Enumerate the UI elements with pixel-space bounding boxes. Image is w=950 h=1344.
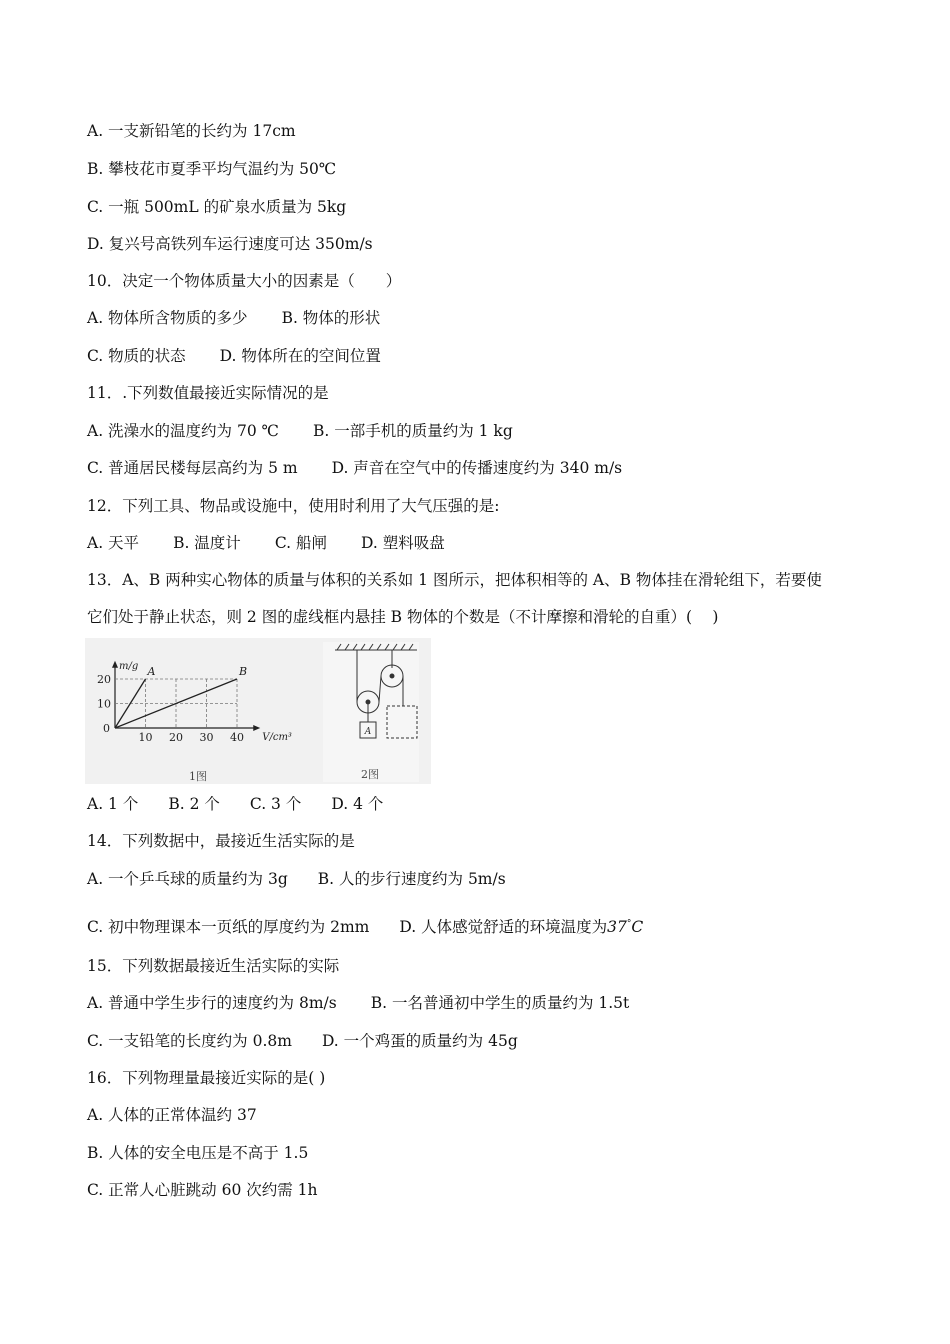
question-15-options-row2 (87, 1031, 518, 1051)
option-d: D. 4 个 (331, 795, 384, 813)
x-tick-label: 20 (169, 731, 183, 744)
figure-1-caption: 1图 (189, 770, 207, 783)
question-11: 11．.下列数值最接近实际情况的是 (87, 384, 329, 402)
origin-label: 0 (103, 722, 110, 735)
option-d: D. 塑料吸盘 (360, 534, 445, 552)
series-label-a: A (147, 665, 156, 678)
question-16-option-a: A. 人体的正常体温约 37 (87, 1106, 257, 1124)
option-b: B. 温度计 (173, 534, 241, 552)
option-c: C. 船闸 (274, 534, 327, 552)
question-12: 12．下列工具、物品或设施中，使用时利用了大气压强的是: (87, 497, 500, 515)
option-c: C. 一支铅笔的长度约为 0.8m (87, 1032, 292, 1050)
x-tick-label: 10 (138, 731, 153, 744)
question-10-options-row1 (87, 308, 380, 328)
option-a: A. 物体所含物质的多少 (87, 309, 248, 327)
option-a: A. 1 个 (87, 795, 139, 813)
question-16-option-b: B. 人体的安全电压是不高于 1.5 (87, 1144, 309, 1162)
option-line: D. 复兴号高铁列车运行速度可达 350m/s (87, 235, 373, 253)
y-tick-label: 20 (97, 673, 111, 686)
question-10-options-row2 (87, 346, 381, 366)
degree-sign: ° (626, 919, 632, 929)
option-c: C. 物质的状态 (87, 347, 186, 365)
question-13-line1: 13．A、B 两种实心物体的质量与体积的关系如 1 图所示，把体积相等的 A、B 物体挂在滑轮组下，若要使 (87, 571, 822, 589)
option-c: C. 初中物理课本一页纸的厚度约为 2mm (87, 918, 370, 937)
question-11-options-row1 (87, 421, 513, 441)
x-axis-arrow (253, 725, 260, 731)
option-b: B. 一部手机的质量约为 1 kg (312, 422, 513, 440)
option-a: A. 天平 (87, 534, 140, 552)
question-13-line2: 它们处于静止状态，则 2 图的虚线框内悬挂 B 物体的个数是（不计摩擦和滑轮的自重）( ) (87, 608, 719, 626)
option-b: B. 一名普通初中学生的质量约为 1.5t (370, 994, 630, 1012)
x-tick-label: 30 (199, 731, 214, 744)
mass-volume-figure (85, 638, 431, 784)
option-b: B. 2 个 (168, 795, 220, 813)
question-14: 14．下列数据中，最接近生活实际的是 (87, 832, 355, 850)
option-d: D. 一个鸡蛋的质量约为 45g (321, 1032, 518, 1050)
question-13-figure (85, 638, 431, 784)
option-c: C. 普通居民楼每层高约为 5 m (87, 459, 298, 477)
temperature-unit: C (631, 918, 644, 937)
figure-2-caption: 2图 (361, 768, 379, 781)
temperature-value: 37 (607, 918, 627, 937)
question-16-option-c: C. 正常人心脏跳动 60 次约需 1h (87, 1181, 318, 1199)
pulley-diagram (335, 644, 417, 738)
question-16: 16．下列物理量最接近实际的是( ) (87, 1069, 326, 1087)
question-10: 10．决定一个物体质量大小的因素是（ ） (87, 272, 402, 290)
y-axis-label: m/g (119, 660, 139, 672)
option-c: C. 3 个 (249, 795, 302, 813)
question-15: 15．下列数据最接近生活实际的实际 (87, 957, 340, 975)
option-b: B. 物体的形状 (281, 309, 381, 327)
question-12-options (87, 533, 445, 553)
option-a: A. 普通中学生步行的速度约为 8m/s (87, 994, 337, 1012)
rope-middle (379, 676, 381, 702)
y-axis-arrow (112, 661, 118, 668)
question-11-options-row2 (87, 458, 622, 478)
block-a-label: A (364, 727, 372, 737)
dashed-box (387, 706, 417, 738)
option-line: A. 一支新铅笔的长约为 17cm (87, 122, 296, 140)
option-b: B. 人的步行速度约为 5m/s (317, 870, 506, 888)
question-14-options-row1 (87, 869, 506, 889)
movable-pulley-center (366, 700, 370, 704)
option-line: C. 一瓶 500mL 的矿泉水质量为 5kg (87, 198, 347, 216)
question-13-options (87, 794, 383, 814)
option-line: B. 攀枝花市夏季平均气温约为 50℃ (87, 160, 337, 178)
x-tick-label: 40 (230, 731, 244, 744)
option-d: D. 人体感觉舒适的环境温度为 (399, 918, 608, 937)
option-d: D. 物体所在的空间位置 (219, 347, 381, 365)
option-a: A. 洗澡水的温度约为 70 ℃ (87, 422, 279, 440)
fixed-pulley-center (390, 674, 394, 678)
ceiling-hatch (337, 644, 413, 650)
y-tick-label: 10 (97, 697, 111, 711)
option-a: A. 一个乒乓球的质量约为 3g (87, 870, 288, 888)
question-14-options-row2 (87, 914, 643, 937)
mass-volume-chart (97, 661, 292, 744)
series-label-b: B (239, 665, 248, 678)
question-15-options-row1 (87, 993, 629, 1013)
x-axis-label: V/cm³ (262, 732, 292, 743)
option-d: D. 声音在空气中的传播速度约为 340 m/s (331, 459, 623, 477)
